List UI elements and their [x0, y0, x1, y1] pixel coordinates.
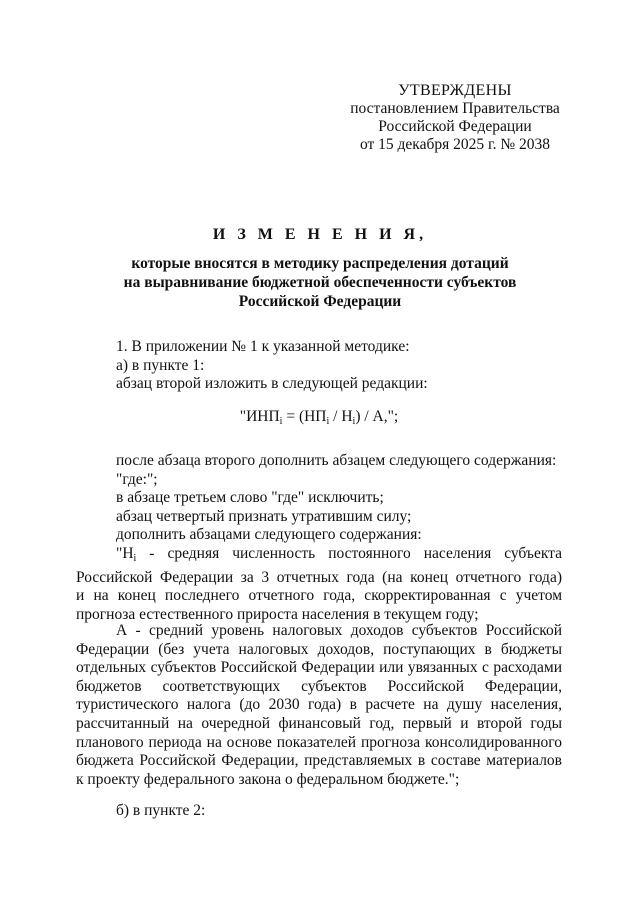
- paragraph-line: Федерации (без учета налоговых доходов, поступающих в бюджеты: [76, 640, 562, 658]
- paragraph: 1. В приложении № 1 к указанной методике:: [116, 338, 410, 355]
- paragraph-line: и на конец последнего отчетного года, скорректированная с учетом: [76, 587, 562, 605]
- body-section-2: [76, 452, 562, 545]
- definition-a-paragraph: [76, 622, 562, 789]
- paragraph-line: прогноза естественного прироста населения в текущем году;: [76, 605, 479, 623]
- approval-line: Российской Федерации: [378, 118, 532, 135]
- paragraph: абзац четвертый признать утратившим силу;: [116, 507, 412, 525]
- paragraph-line: А - средний уровень налоговых доходов субъектов Российской: [116, 622, 562, 639]
- formula: "$ИНП_i = (НП_i / Н_i) / А$,";: [239, 408, 399, 427]
- approval-block: [300, 82, 610, 154]
- heading-subtitle-line: которые вносятся в методику распределения дотаций: [131, 255, 509, 272]
- paragraph: после абзаца второго дополнить абзацем следующего содержания:: [116, 452, 557, 469]
- paragraph-line: отдельных субъектов Российской Федерации или увязанных с расходами: [76, 659, 562, 677]
- heading-subtitle-line: на выравнивание бюджетной обеспеченности субъектов: [123, 274, 517, 291]
- heading-subtitle-line: Российской Федерации: [238, 293, 402, 310]
- body-section-1: [76, 338, 562, 394]
- document-heading: [80, 226, 560, 311]
- paragraph-line: рассчитанный на очередной финансовый год, первый и второй годы: [76, 714, 562, 732]
- body-section-3: [76, 802, 562, 821]
- heading-title: И З М Е Н Е Н И Я,: [212, 226, 428, 243]
- paragraph-line: Российской Федерации за 3 отчетных года (на конец отчетного года): [76, 568, 562, 586]
- paragraph: дополнить абзацами следующего содержания:: [116, 526, 422, 544]
- paragraph-line: бюджетов соответствующих субъектов Российской Федерации,: [76, 677, 562, 695]
- paragraph-line: к проекту федерального закона о федеральном бюджете.";: [76, 770, 460, 788]
- paragraph-line: бюджета Российской Федерации, представляемых в составе материалов: [76, 752, 562, 770]
- paragraph: б) в пункте 2:: [116, 802, 206, 819]
- paragraph: абзац второй изложить в следующей редакции:: [116, 375, 428, 393]
- approval-date-line: от 15 декабря 2025 г. № 2038: [359, 136, 551, 153]
- paragraph: в абзаце третьем слово "где" исключить;: [116, 489, 384, 507]
- paragraph-line: "$Н_i$ - средняя численность постоянного населения субъекта: [116, 545, 562, 564]
- paragraph-line: туристического налога (до 2030 года) в расчете на душу населения,: [76, 696, 562, 714]
- paragraph: а) в пункте 1:: [116, 356, 205, 374]
- definition-n-paragraph: [76, 545, 562, 624]
- paragraph: "где:";: [116, 470, 158, 488]
- approval-title: УТВЕРЖДЕНЫ: [398, 82, 512, 99]
- paragraph-line: планового периода на основе показателей прогноза консолидированного: [76, 733, 562, 751]
- approval-line: постановлением Правительства: [350, 100, 560, 117]
